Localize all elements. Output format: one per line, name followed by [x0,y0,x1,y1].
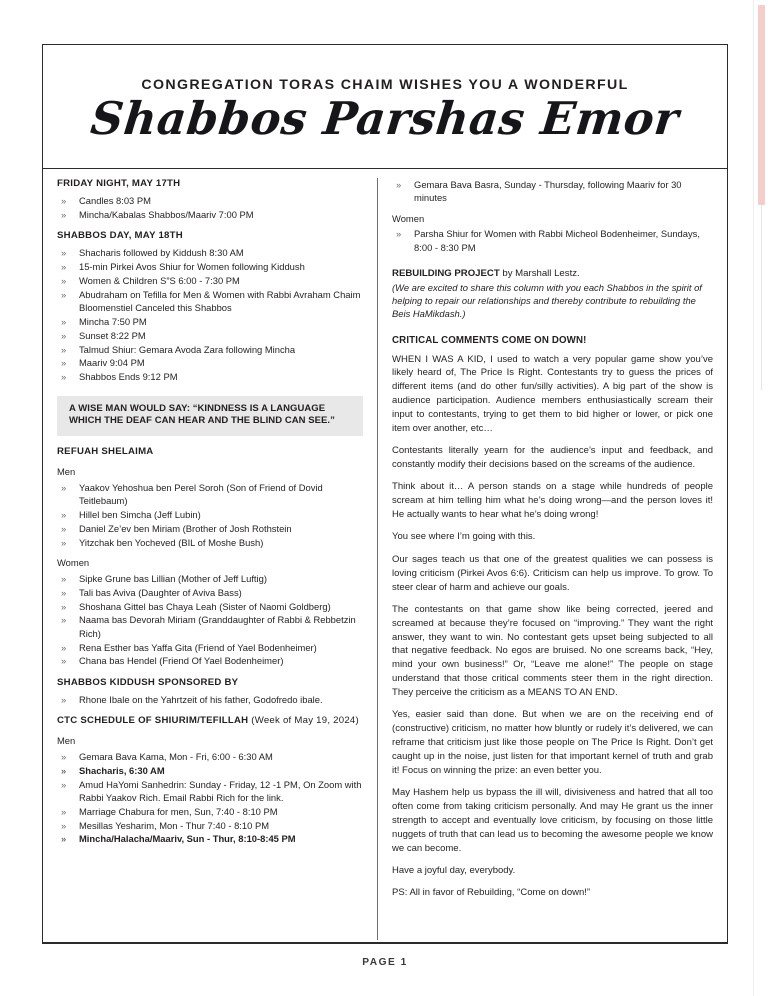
list-item [57,315,363,328]
list-item-label: Women & Children S”S 6:00 - 7:30 PM [79,274,240,286]
list-item-label: Abudraham on Tefilla for Men & Women with Rabbi Avraham Chaim Bloomenstiel Canceled this Shabbos [79,288,361,314]
list-item [57,778,363,805]
wise-man-quote-box [57,396,363,437]
kiddush-sponsor-list [57,693,363,706]
bullet-icon: » [61,357,67,369]
list-item-label: Gemara Bava Basra, Sunday - Thursday, following Maariv for 30 minutes [414,179,682,204]
bullet-icon: » [61,750,67,762]
list-item [57,260,363,273]
bullet-icon: » [61,572,67,584]
friday-night-heading: FRIDAY NIGHT, MAY 17TH [57,178,181,189]
list-item [57,819,363,832]
scrollbar-track[interactable] [761,205,762,390]
rebuilding-project-byline: by Marshall Lestz. [499,268,580,280]
list-item [57,246,363,259]
schedule-men-list [57,750,363,846]
page-footer [42,943,728,968]
list-item-label: Talmud Shiur: Gemara Avoda Zara following Mincha [79,343,296,355]
list-item-label: Hillel ben Simcha (Jeff Lubin) [79,509,201,521]
rebuilding-project-heading [392,268,713,280]
friday-night-list [57,194,363,221]
refuah-men-list [57,481,363,549]
bullet-icon: » [61,288,67,300]
list-item [57,370,363,383]
bullet-icon: » [396,228,402,240]
article-title: CRITICAL COMMENTS COME ON DOWN! [392,334,587,346]
list-item [57,329,363,342]
list-item [57,343,363,356]
list-item [57,641,363,654]
article-paragraph: PS: All in favor of Rebuilding, “Come on down!” [392,887,591,899]
list-item [392,178,713,205]
article-paragraph: You see where I’m going with this. [392,531,536,543]
bullet-icon: » [396,179,402,190]
list-item [57,572,363,585]
list-item-label: Mincha 7:50 PM [79,315,147,327]
bullet-icon: » [61,371,67,383]
list-item-label: 15-min Pirkei Avos Shiur for Women following Kiddush [79,261,305,272]
list-item [57,536,363,549]
article-paragraph: Have a joyful day, everybody. [392,865,516,876]
list-item [57,832,363,845]
bullet-icon: » [61,586,67,598]
ctc-schedule-heading [57,715,363,727]
bullet-icon: » [61,778,67,790]
list-item-label: Naama bas Devorah Miriam (Granddaughter of Rabbi & Rebbetzin Rich) [79,614,356,639]
list-item-label: Shabbos Ends 9:12 PM [79,371,178,383]
article-paragraph: Think about it… A person stands on a stage while hundreds of people scream at him telling him what he’s doing wrong—and the person loves it! He actually wants to hear what he’s doing wrong! [392,481,713,521]
list-item [57,508,363,521]
bullet-icon: » [61,261,67,272]
article-paragraph: Contestants literally yearn for the audience’s input and feedback, and constantly modify their decisions based on the screams of the audience. [392,445,713,471]
schedule-men-continued-list [392,178,713,205]
list-item [57,750,363,763]
bullet-icon: » [61,194,67,206]
list-item-label: Maariv 9:04 PM [79,357,145,369]
body-columns [43,169,727,940]
bullet-icon: » [61,819,67,831]
bullet-icon: » [61,343,67,355]
list-item-label: Shoshana Gittel bas Chaya Leah (Sister of Naomi Goldberg) [79,600,331,612]
bullet-icon: » [61,274,67,286]
list-item-label: Sunset 8:22 PM [79,329,146,341]
bullet-icon: » [61,522,67,534]
scrollbar[interactable] [753,0,768,996]
left-column [43,178,378,940]
list-item [57,356,363,369]
list-item-label: Daniel Ze’ev ben Miriam (Brother of Josh Rothstein [79,522,292,534]
shabbos-day-heading: SHABBOS DAY, MAY 18TH [57,230,183,242]
list-item-label: Rhone Ibale on the Yahrtzeit of his father, Godofredo ibale. [79,693,323,705]
schedule-women-list [392,227,713,254]
list-item-label: Yitzchak ben Yocheved (BIL of Moshe Bush) [79,536,264,548]
shabbos-day-list [57,246,363,383]
list-item [57,481,363,508]
footer-rule [42,943,728,944]
bullet-icon: » [61,641,67,653]
list-item [57,600,363,613]
bullet-icon: » [61,247,67,259]
list-item [57,805,363,818]
list-item-label: Gemara Bava Kama, Mon - Fri, 6:00 - 6:30 AM [79,750,273,762]
document-frame [42,44,728,943]
right-column [378,178,727,940]
list-item [57,613,363,640]
list-item-label: Mincha/Kabalas Shabbos/Maariv 7:00 PM [79,208,254,220]
article-paragraph: Our sages teach us that one of the greatest qualities we can possess is loving criticism (Pirkei Avos 6:6). Criticism can help us improve. To grow. To steer clear of harm and achieve our goals. [392,553,713,593]
list-item [57,522,363,535]
list-item-label: Amud HaYomi Sanhedrin: Sunday - Friday, 12 -1 PM, On Zoom with Rabbi Yaakov Rich. Email Rabbi Rich for the link. [79,778,362,803]
list-item [57,194,363,207]
ctc-schedule-heading-note: (Week of May 19, 2024) [248,715,359,727]
bullet-icon: » [61,329,67,341]
masthead-kicker: CONGREGATION TORAS CHAIM WISHES YOU A WONDERFUL [141,76,629,93]
rebuilding-project-note: (We are excited to share this column with you each Shabbos in the spirit of helping to repair our relationships and thereby contribute to rebuilding the Beis HaMikdash.) [392,281,702,319]
list-item [57,274,363,287]
list-item-label: Sipke Grune bas Lillian (Mother of Jeff Luftig) [79,572,267,584]
wise-man-quote-text: A WISE MAN WOULD SAY: “KINDNESS IS A LANGUAGE WHICH THE DEAF CAN HEAR AND THE BLIND CAN SEE.” [69,402,335,427]
schedule-men-label: Men [57,735,76,747]
list-item-label: Parsha Shiur for Women with Rabbi Micheol Bodenheimer, Sundays, 8:00 - 8:30 PM [414,228,700,253]
list-item [57,208,363,221]
bullet-icon: » [61,833,67,845]
list-item-label: Shacharis followed by Kiddush 8:30 AM [79,247,244,259]
list-item-label: Rena Esther bas Yaffa Gita (Friend of Yael Bodenheimer) [79,641,317,653]
article-paragraph: May Hashem help us bypass the ill will, divisiveness and hatred that all too often come from taking criticism personally. And may He grant us the inner strength to accept and eventually love criticism, by focusing on those little nuggets of truth that can lead us to becoming the awesome people we know we can become. [392,787,713,854]
article-paragraph: Yes, easier said than done. But when we are on the receiving end of (constructive) criticism, no matter how bluntly or rudely it’s delivered, we can reframe that criticism just like those people on The Price Is Right. Don’t get caught up in the noise, just listen for that important kernel of truth and grab it! Focus on winning the prize: an even better you. [392,709,713,776]
article-body [392,353,713,901]
masthead-parsha-title: Shabbos Parshas Emor [88,91,682,145]
list-item [57,288,363,315]
bullet-icon: » [61,693,67,705]
bullet-icon: » [61,509,67,521]
article-paragraph: The contestants on that game show like being corrected, jeered and screamed at because they’re focused on “improving.” They want the right answer, they want to win. No contestant gets upset being subjected to all that negative feedback. No egos are bruised. No one screams back, “Hey, mind your own business!” Or, “Leave me alone!” The people on stage understand that those critical comments steer them in the right direction. They perceive the criticism as a MEANS TO AN END. [392,603,713,699]
bullet-icon: » [61,481,67,493]
kiddush-sponsor-heading: SHABBOS KIDDUSH SPONSORED BY [57,676,239,688]
bullet-icon: » [61,614,67,626]
bullet-icon: » [61,208,67,220]
refuah-shelaima-heading: REFUAH SHELAIMA [57,446,154,458]
list-item-label: Mesillas Yesharim, Mon - Thur 7:40 - 8:10 PM [79,819,270,831]
schedule-women-label: Women [392,212,425,224]
list-item-label: Candles 8:03 PM [79,194,151,206]
list-item [57,693,363,706]
list-item-label: Yaakov Yehoshua ben Perel Soroh (Son of Friend of Dovid Teitlebaum) [79,481,323,507]
bullet-icon: » [61,655,67,667]
list-item-label: Mincha/Halacha/Maariv, Sun - Thur, 8:10-8:45 PM [79,833,296,845]
list-item-label: Shacharis, 6:30 AM [79,764,165,776]
list-item-label: Tali bas Aviva (Daughter of Aviva Bass) [79,586,242,598]
refuah-men-label: Men [57,466,76,478]
list-item [57,654,363,667]
refuah-women-label: Women [57,557,90,569]
masthead [43,45,727,169]
article-paragraph: WHEN I WAS A KID, I used to watch a very popular game show you’ve likely heard of, The Price Is Right. Contestants try to guess the prices of different items (and do other fun/silly activities). A big part of the show is audience participation. Audience members enthusiastically scream their input to contestants, trying to get them to bid higher or lower, or pick one item over another, etc… [392,353,713,434]
list-item [57,586,363,599]
bullet-icon: » [61,600,67,612]
refuah-women-list [57,572,363,668]
scrollbar-thumb[interactable] [758,5,765,205]
list-item [57,764,363,777]
list-item-label: Chana bas Hendel (Friend Of Yael Bodenheimer) [79,655,284,667]
bullet-icon: » [61,536,67,548]
list-item-label: Marriage Chabura for men, Sun, 7:40 - 8:10 PM [79,805,278,817]
rebuilding-project-title: REBUILDING PROJECT [392,268,500,280]
ctc-schedule-heading-main: CTC SCHEDULE OF SHIURIM/TEFILLAH [57,715,249,727]
bullet-icon: » [61,315,67,327]
bullet-icon: » [61,764,67,776]
bullet-icon: » [61,805,67,817]
page-number: PAGE 1 [362,957,408,968]
list-item [392,227,713,254]
